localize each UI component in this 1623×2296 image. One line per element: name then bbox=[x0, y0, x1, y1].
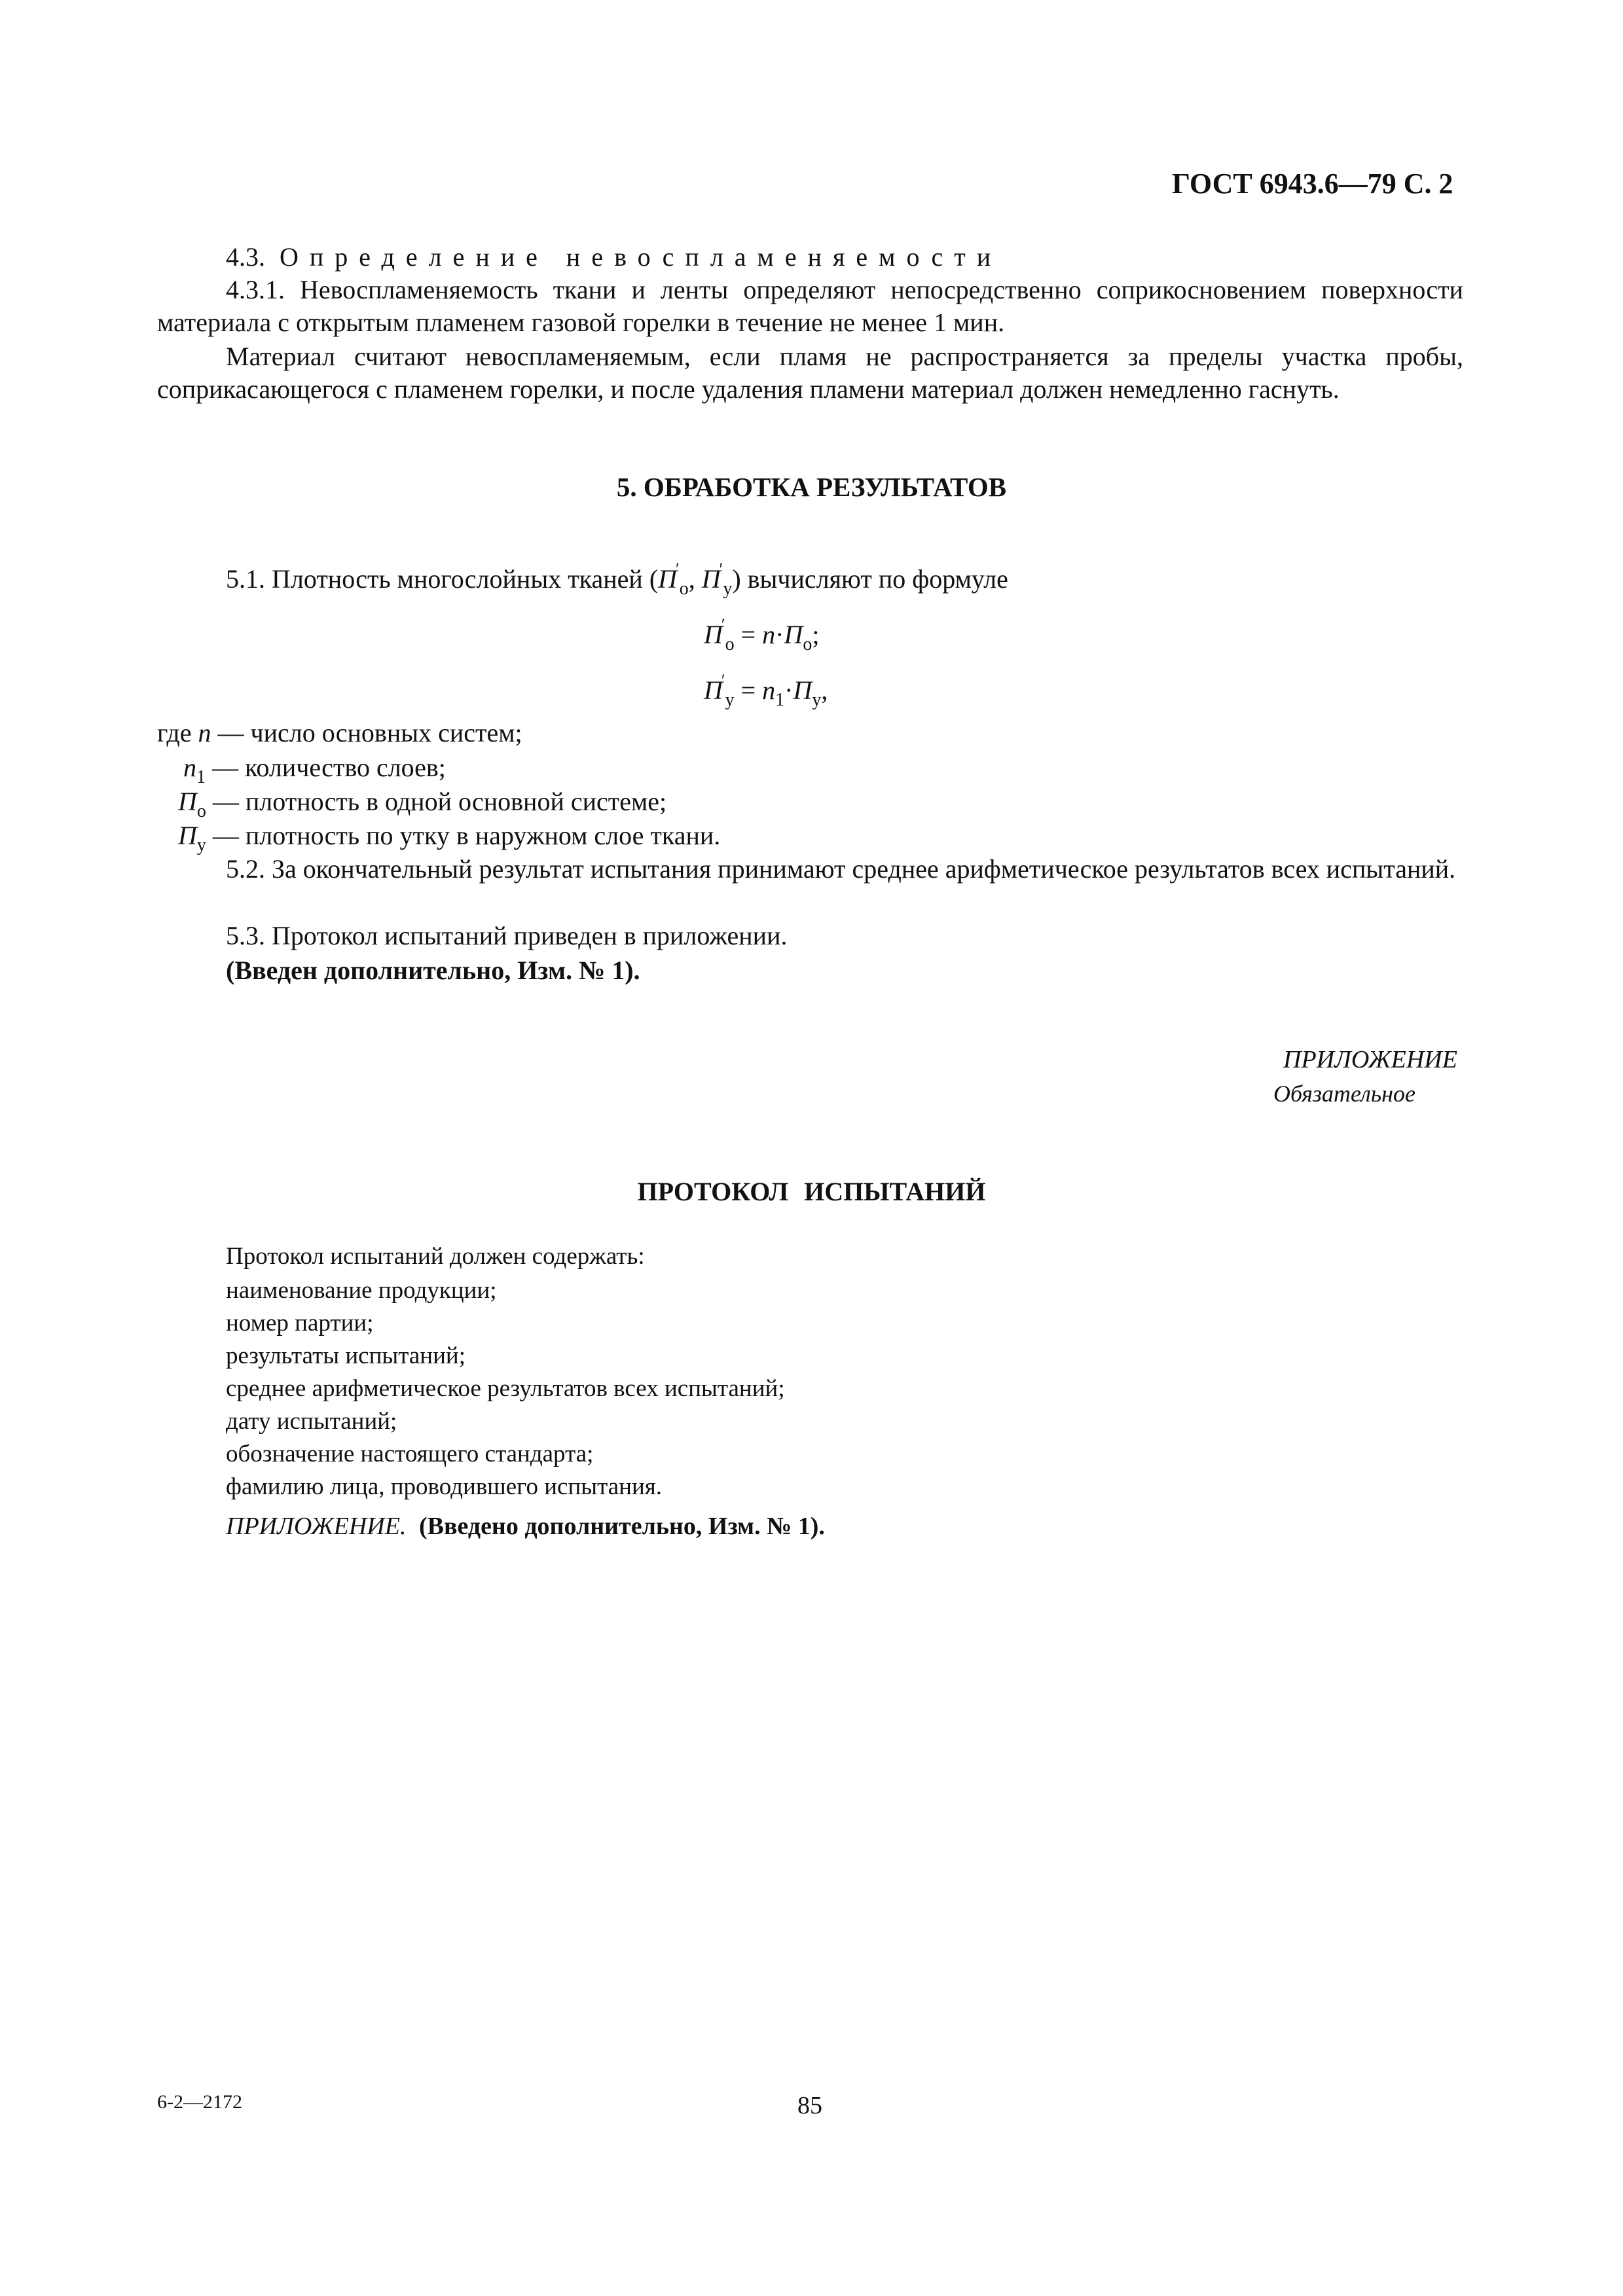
where-word: где bbox=[157, 718, 198, 747]
symbol-n: n bbox=[762, 675, 776, 705]
list-item: результаты испытаний; bbox=[226, 1342, 465, 1369]
sub-1: 1 bbox=[196, 767, 206, 787]
prime-mark: ′ bbox=[721, 615, 725, 634]
sub-y: у bbox=[196, 835, 206, 855]
symbol-P: П bbox=[704, 620, 723, 649]
sub-o: о bbox=[679, 579, 689, 599]
section-5-heading: 5. ОБРАБОТКА РЕЗУЛЬТАТОВ bbox=[616, 472, 1007, 502]
sub-o: о bbox=[803, 634, 812, 655]
p5-1-lead: 5.1. Плотность многослойных тканей ( bbox=[226, 564, 659, 594]
section-number: 4.3. bbox=[226, 242, 265, 272]
section-4-3-title bbox=[226, 241, 1002, 274]
prime-mark: ′ bbox=[676, 560, 680, 579]
sub-1: 1 bbox=[775, 690, 785, 710]
symbol-P: П bbox=[178, 787, 197, 816]
definition-n bbox=[157, 717, 522, 749]
amendment-note: (Введен дополнительно, Изм. № 1). bbox=[226, 956, 640, 985]
comma: , bbox=[688, 564, 695, 594]
definition-text: — плотность по утку в наружном слое ткани. bbox=[206, 821, 721, 850]
sub-o: о bbox=[196, 801, 206, 821]
multiply-dot: · bbox=[784, 675, 793, 705]
p5-1-tail: ) вычисляют по формуле bbox=[732, 564, 1008, 594]
definition-text: — число основных систем; bbox=[211, 718, 522, 747]
symbol-P: П bbox=[784, 620, 803, 649]
appendix-label: ПРИЛОЖЕНИЕ bbox=[1283, 1046, 1457, 1073]
paragraph-5-3: 5.3. Протокол испытаний приведен в приложении. bbox=[226, 921, 788, 950]
prime-mark: ′ bbox=[719, 560, 723, 579]
comma: , bbox=[821, 675, 828, 705]
list-item: номер партии; bbox=[226, 1310, 374, 1336]
prime-mark: ′ bbox=[721, 671, 725, 690]
appendix-note-label: ПРИЛОЖЕНИЕ. bbox=[226, 1513, 407, 1540]
appendix-amendment-note bbox=[226, 1512, 825, 1541]
equals-sign: = bbox=[740, 675, 756, 705]
symbol-P: П bbox=[704, 675, 723, 705]
list-item: фамилию лица, проводившего испытания. bbox=[226, 1473, 663, 1500]
list-item: дату испытаний; bbox=[226, 1408, 397, 1435]
definition-text: — количество слоев; bbox=[206, 753, 446, 782]
sub-y: у bbox=[723, 579, 733, 599]
sub-y: у bbox=[812, 690, 822, 710]
appendix-heading: ПРОТОКОЛ ИСПЫТАНИЙ bbox=[637, 1177, 986, 1206]
section-title: Определение невоспламеняемости bbox=[280, 242, 1002, 272]
symbol-n: n bbox=[183, 753, 196, 782]
sub-y: у bbox=[725, 690, 735, 710]
appendix-intro: Протокол испытаний должен содержать: bbox=[226, 1243, 645, 1270]
symbol-n: n bbox=[198, 718, 211, 747]
paragraph-5-1 bbox=[226, 553, 1008, 605]
semicolon: ; bbox=[812, 620, 820, 649]
multiply-dot: · bbox=[775, 620, 784, 649]
footer-code: 6-2—2172 bbox=[157, 2091, 242, 2113]
list-item: наименование продукции; bbox=[226, 1277, 497, 1304]
definition-text: — плотность в одной основной системе; bbox=[206, 787, 667, 816]
document-header: ГОСТ 6943.6—79 С. 2 bbox=[1172, 168, 1453, 200]
paragraph-5-2: 5.2. За окончательный результат испытания принимают среднее арифметическое результатов всех испытаний. bbox=[226, 854, 1456, 884]
paragraph-4-3-2: Материал считают невоспламеняемым, если пламя не распространяется за пределы участка пробы, соприкасающегося с пламенем горелки, и после удаления пламени материал должен немедленно гаснуть. bbox=[157, 342, 1463, 404]
formula-weft bbox=[704, 671, 828, 711]
equals-sign: = bbox=[740, 620, 756, 649]
symbol-P: П bbox=[701, 564, 721, 594]
paragraph-4-3-1: 4.3.1. Невоспламеняемость ткани и ленты определяют непосредственно соприкосновением поверхности материала с открытым пламенем газовой горелки в течение не менее 1 мин. bbox=[157, 275, 1463, 337]
sub-o: о bbox=[725, 634, 735, 655]
list-item: обозначение настоящего стандарта; bbox=[226, 1441, 594, 1467]
appendix-status: Обязательное bbox=[1273, 1081, 1415, 1107]
symbol-P: П bbox=[178, 821, 197, 850]
symbol-n: n bbox=[762, 620, 776, 649]
symbol-P: П bbox=[793, 675, 812, 705]
symbol-P: П bbox=[658, 564, 678, 594]
page-number: 85 bbox=[797, 2092, 822, 2119]
formula-warp bbox=[704, 615, 819, 655]
appendix-note-text: (Введено дополнительно, Изм. № 1). bbox=[418, 1513, 825, 1540]
list-item: среднее арифметическое результатов всех испытаний; bbox=[226, 1375, 785, 1402]
